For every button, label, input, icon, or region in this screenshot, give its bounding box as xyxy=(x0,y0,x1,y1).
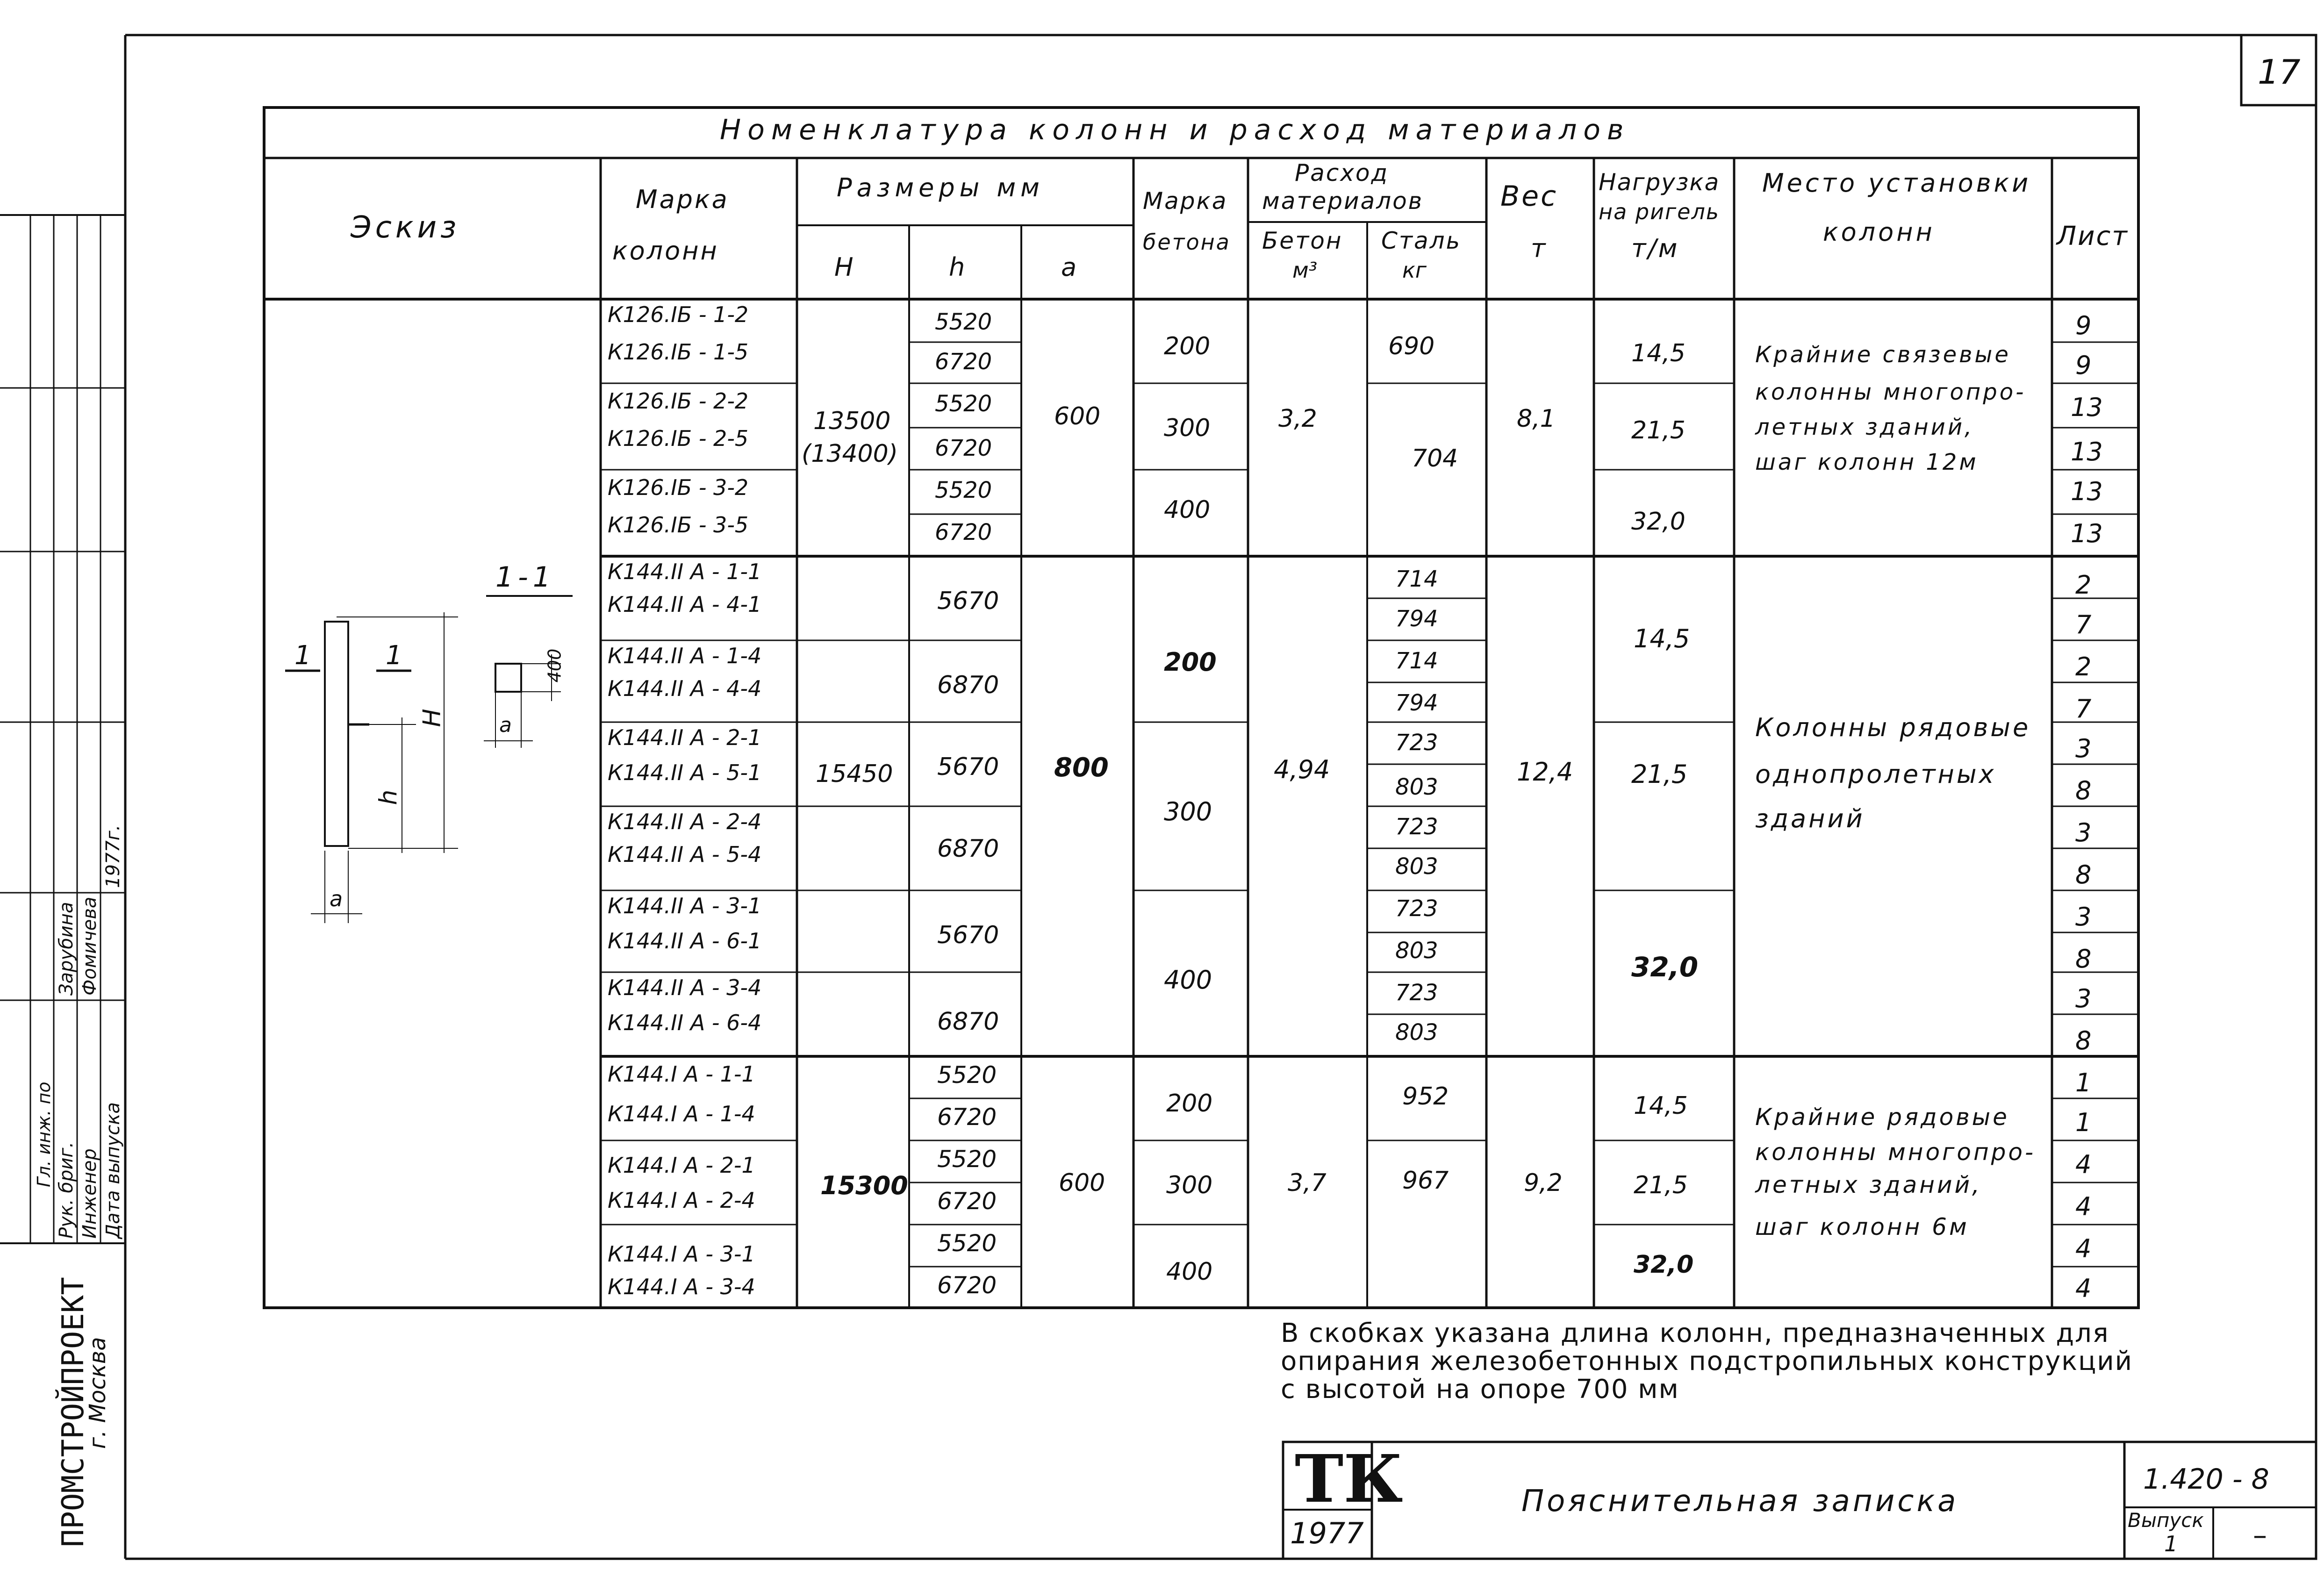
g2-steel: 714 xyxy=(1395,648,1438,674)
g1-grade: 400 xyxy=(1164,496,1211,524)
header-place-1: Место установки xyxy=(1762,168,2031,198)
g3-load: 14,5 xyxy=(1634,1092,1688,1120)
g2-grade: 200 xyxy=(1164,647,1217,677)
stamp-engineer: Инженер xyxy=(79,1148,100,1239)
stamp-date: Дата выпуска xyxy=(102,1102,124,1239)
page-number: 17 xyxy=(2258,52,2301,92)
header-mark-2: колонн xyxy=(612,236,719,265)
g2-load: 21,5 xyxy=(1631,760,1688,789)
header-dim-H: H xyxy=(834,252,854,282)
g2-h: 6870 xyxy=(937,835,999,863)
g2-sheet: 8 xyxy=(2075,1026,2092,1055)
g3-h: 6720 xyxy=(937,1188,997,1215)
g2-sheet: 8 xyxy=(2075,776,2092,805)
header-concrete-vol-1: Бетон xyxy=(1262,227,1343,254)
header-dim-h: h xyxy=(949,252,965,282)
header-weight-1: Вес xyxy=(1500,180,1558,213)
note-line-1: В скобках указана длина колонн, предназначенных для xyxy=(1281,1318,2109,1348)
stamp-chief: Рук. бриг. xyxy=(56,1141,77,1239)
g2-sheet: 7 xyxy=(2075,694,2092,724)
stamp-promstroy: ПРОМСТРОЙПРОЕКТ xyxy=(56,1277,91,1547)
g2-mark: К144.II А - 4-4 xyxy=(608,676,762,701)
g3-sheet: 4 xyxy=(2075,1192,2092,1221)
g3-load: 21,5 xyxy=(1634,1171,1688,1199)
g3-mark: К144.I А - 1-1 xyxy=(608,1061,755,1087)
header-dim-a: a xyxy=(1061,252,1077,282)
g2-mark: К144.II А - 3-1 xyxy=(608,893,762,918)
g1-H-alt: (13400) xyxy=(802,440,898,468)
g3-load: 32,0 xyxy=(1634,1251,1694,1279)
g1-place: летных зданий, xyxy=(1755,414,1974,440)
g3-weight: 9,2 xyxy=(1524,1169,1563,1197)
g2-sheet: 7 xyxy=(2075,610,2092,639)
g1-h: 6720 xyxy=(935,435,992,461)
g2-sheet: 8 xyxy=(2075,944,2092,974)
g3-mark: К144.I А - 2-4 xyxy=(608,1188,755,1213)
g1-h: 5520 xyxy=(935,477,992,503)
g2-mark: К144.II А - 6-4 xyxy=(608,1010,762,1035)
g2-steel: 803 xyxy=(1395,853,1438,880)
dim-h-label: h xyxy=(374,789,403,805)
g2-steel: 803 xyxy=(1395,938,1438,964)
g2-mark: К144.II А - 4-1 xyxy=(608,592,762,617)
g2-mark: К144.II А - 2-1 xyxy=(608,725,762,750)
sheet-title: Пояснительная записка xyxy=(1521,1484,1959,1519)
g3-place: летных зданий, xyxy=(1755,1171,1982,1198)
g1-H: 13500 xyxy=(813,407,891,435)
g1-mark: К126.IБ - 2-5 xyxy=(608,426,749,451)
note-line-3: с высотой на опоре 700 мм xyxy=(1281,1374,1679,1405)
g1-a: 600 xyxy=(1054,402,1101,430)
g3-mark: К144.I А - 3-1 xyxy=(608,1241,755,1267)
g2-sheet: 3 xyxy=(2075,984,2092,1013)
stamp-name1: Зарубина xyxy=(56,902,77,996)
header-sheet: Лист xyxy=(2057,221,2129,251)
g2-mark: К144.II А - 1-1 xyxy=(608,559,762,584)
g3-a: 600 xyxy=(1059,1169,1105,1197)
g1-h: 5520 xyxy=(935,391,992,417)
g1-place: колонны многопро- xyxy=(1755,379,2026,405)
g3-mark: К144.I А - 3-4 xyxy=(608,1274,755,1299)
stamp-gl-ing: Гл. инж. по xyxy=(34,1082,54,1187)
g1-sheet: 9 xyxy=(2075,351,2092,380)
g2-h: 6870 xyxy=(937,1008,999,1036)
g2-steel: 723 xyxy=(1395,980,1438,1006)
g1-mark: К126.IБ - 1-5 xyxy=(608,339,749,365)
g1-load: 14,5 xyxy=(1631,339,1686,367)
g2-mark: К144.II А - 5-1 xyxy=(608,760,762,785)
g2-h: 5670 xyxy=(937,753,999,781)
g1-steel: 704 xyxy=(1412,444,1458,473)
g2-sheet: 3 xyxy=(2075,902,2092,932)
g1-concrete: 3,2 xyxy=(1278,405,1317,433)
g3-concrete: 3,7 xyxy=(1288,1169,1327,1197)
g1-place: шаг колонн 12м xyxy=(1755,449,1979,475)
g2-place: Колонны рядовые xyxy=(1755,713,2031,742)
header-steel-1: Сталь xyxy=(1381,227,1462,254)
g1-mark: К126.IБ - 1-2 xyxy=(608,302,749,327)
g1-mark: К126.IБ - 3-5 xyxy=(608,512,749,538)
g3-h: 5520 xyxy=(937,1061,997,1089)
doc-code: 1.420 - 8 xyxy=(2143,1463,2269,1496)
header-consumption-2: материалов xyxy=(1262,187,1424,215)
stamp-year: 1977г. xyxy=(102,824,124,888)
g2-sheet: 2 xyxy=(2075,570,2092,600)
header-weight-2: т xyxy=(1531,234,1546,263)
header-sketch: Эскиз xyxy=(351,210,460,245)
g3-mark: К144.I А - 1-4 xyxy=(608,1101,755,1126)
g2-mark: К144.II А - 1-4 xyxy=(608,643,762,668)
note-line-2: опирания железобетонных подстропильных конструкций xyxy=(1281,1346,2133,1376)
g3-sheet: 1 xyxy=(2075,1108,2092,1137)
g2-mark: К144.II А - 5-4 xyxy=(608,842,762,867)
header-grade-2: бетона xyxy=(1143,229,1231,255)
g2-h: 5670 xyxy=(937,921,999,949)
g2-steel: 714 xyxy=(1395,566,1438,592)
g1-load: 32,0 xyxy=(1631,508,1686,536)
dim-a-label: a xyxy=(330,886,343,911)
issue-label: Выпуск xyxy=(2128,1509,2204,1532)
g2-place: зданий xyxy=(1755,804,1865,833)
g2-mark: К144.II А - 3-4 xyxy=(608,975,762,1000)
header-concrete-vol-2: м³ xyxy=(1292,258,1318,283)
header-load-1: Нагрузка xyxy=(1599,169,1720,196)
g1-place: Крайние связевые xyxy=(1755,342,2011,368)
dim-400-label: 400 xyxy=(544,648,565,683)
g1-sheet: 13 xyxy=(2071,393,2103,422)
g3-grade: 400 xyxy=(1166,1258,1213,1286)
g2-steel: 723 xyxy=(1395,814,1438,840)
g3-sheet: 4 xyxy=(2075,1150,2092,1179)
g3-h: 5520 xyxy=(937,1230,997,1257)
g1-sheet: 13 xyxy=(2071,477,2103,506)
g2-steel: 803 xyxy=(1395,774,1438,800)
g1-mark: К126.IБ - 3-2 xyxy=(608,475,749,500)
g1-grade: 300 xyxy=(1164,414,1211,442)
g3-sheet: 1 xyxy=(2075,1068,2092,1097)
g2-mark: К144.II А - 2-4 xyxy=(608,809,762,834)
g1-h: 6720 xyxy=(935,519,992,545)
g2-steel: 723 xyxy=(1395,896,1438,922)
g2-h: 6870 xyxy=(937,671,999,699)
header-load-2: на ригель xyxy=(1599,199,1720,224)
section-mark-left: 1 xyxy=(294,640,311,671)
dim-a2-label: a xyxy=(499,713,512,737)
g2-weight: 12,4 xyxy=(1517,757,1573,787)
tk-year: 1977 xyxy=(1290,1516,1364,1550)
g2-place: однопролетных xyxy=(1755,760,1996,789)
g1-h: 6720 xyxy=(935,349,992,375)
table-title: Номенклатура колонн и расход материалов xyxy=(720,114,1630,146)
g2-grade: 400 xyxy=(1164,965,1212,995)
issue-dash: – xyxy=(2253,1519,2267,1552)
g2-load: 32,0 xyxy=(1631,951,1699,983)
g2-grade: 300 xyxy=(1164,797,1212,826)
dim-H-label: H xyxy=(418,709,446,727)
g2-a: 800 xyxy=(1054,753,1109,783)
g2-steel: 723 xyxy=(1395,730,1438,756)
header-dims: Размеры мм xyxy=(837,173,1044,202)
section-mark-right: 1 xyxy=(386,640,402,671)
g2-H: 15450 xyxy=(816,760,893,788)
stamp-name2: Фомичева xyxy=(79,896,100,996)
g3-grade: 300 xyxy=(1166,1171,1213,1199)
g1-sheet: 13 xyxy=(2071,519,2103,548)
header-mark-1: Марка xyxy=(636,185,729,214)
g1-mark: К126.IБ - 2-2 xyxy=(608,388,749,414)
g3-place: шаг колонн 6м xyxy=(1755,1213,1969,1240)
g2-sheet: 3 xyxy=(2075,734,2092,763)
g3-h: 6720 xyxy=(937,1272,997,1299)
g3-h: 6720 xyxy=(937,1104,997,1131)
g3-steel: 952 xyxy=(1402,1082,1449,1111)
g3-grade: 200 xyxy=(1166,1089,1213,1118)
g3-steel: 967 xyxy=(1402,1167,1449,1195)
g2-steel: 794 xyxy=(1395,690,1438,716)
g2-concrete: 4,94 xyxy=(1274,755,1330,784)
g3-sheet: 4 xyxy=(2075,1234,2092,1263)
header-consumption-1: Расход xyxy=(1295,159,1389,186)
g3-h: 5520 xyxy=(937,1146,997,1173)
g1-h: 5520 xyxy=(935,309,992,335)
stamp-city: г. Москва xyxy=(85,1337,111,1449)
g1-sheet: 13 xyxy=(2071,437,2103,466)
header-load-3: т/м xyxy=(1631,234,1679,263)
g2-steel: 794 xyxy=(1395,606,1438,632)
g2-sheet: 8 xyxy=(2075,860,2092,889)
g1-sheet: 9 xyxy=(2075,311,2092,340)
g2-h: 5670 xyxy=(937,587,999,615)
g3-place: Крайние рядовые xyxy=(1755,1104,2009,1131)
g2-sheet: 2 xyxy=(2075,652,2092,681)
section-label: 1-1 xyxy=(495,561,555,594)
g1-load: 21,5 xyxy=(1631,416,1686,444)
g2-steel: 803 xyxy=(1395,1019,1438,1046)
g2-mark: К144.II А - 6-1 xyxy=(608,928,762,953)
tk-logo: ТК xyxy=(1295,1441,1403,1518)
g2-sheet: 3 xyxy=(2075,818,2092,847)
g3-place: колонны многопро- xyxy=(1755,1139,2036,1166)
g3-H: 15300 xyxy=(820,1171,908,1200)
g1-steel: 690 xyxy=(1388,332,1435,360)
header-grade-1: Марка xyxy=(1143,187,1228,215)
g2-load: 14,5 xyxy=(1634,624,1690,653)
header-steel-2: кг xyxy=(1402,258,1427,283)
issue-value: 1 xyxy=(2164,1531,2178,1556)
header-place-2: колонн xyxy=(1823,217,1935,247)
g1-weight: 8,1 xyxy=(1517,405,1556,433)
g1-grade: 200 xyxy=(1164,332,1211,360)
g3-sheet: 4 xyxy=(2075,1274,2092,1303)
g3-mark: К144.I А - 2-1 xyxy=(608,1153,755,1178)
